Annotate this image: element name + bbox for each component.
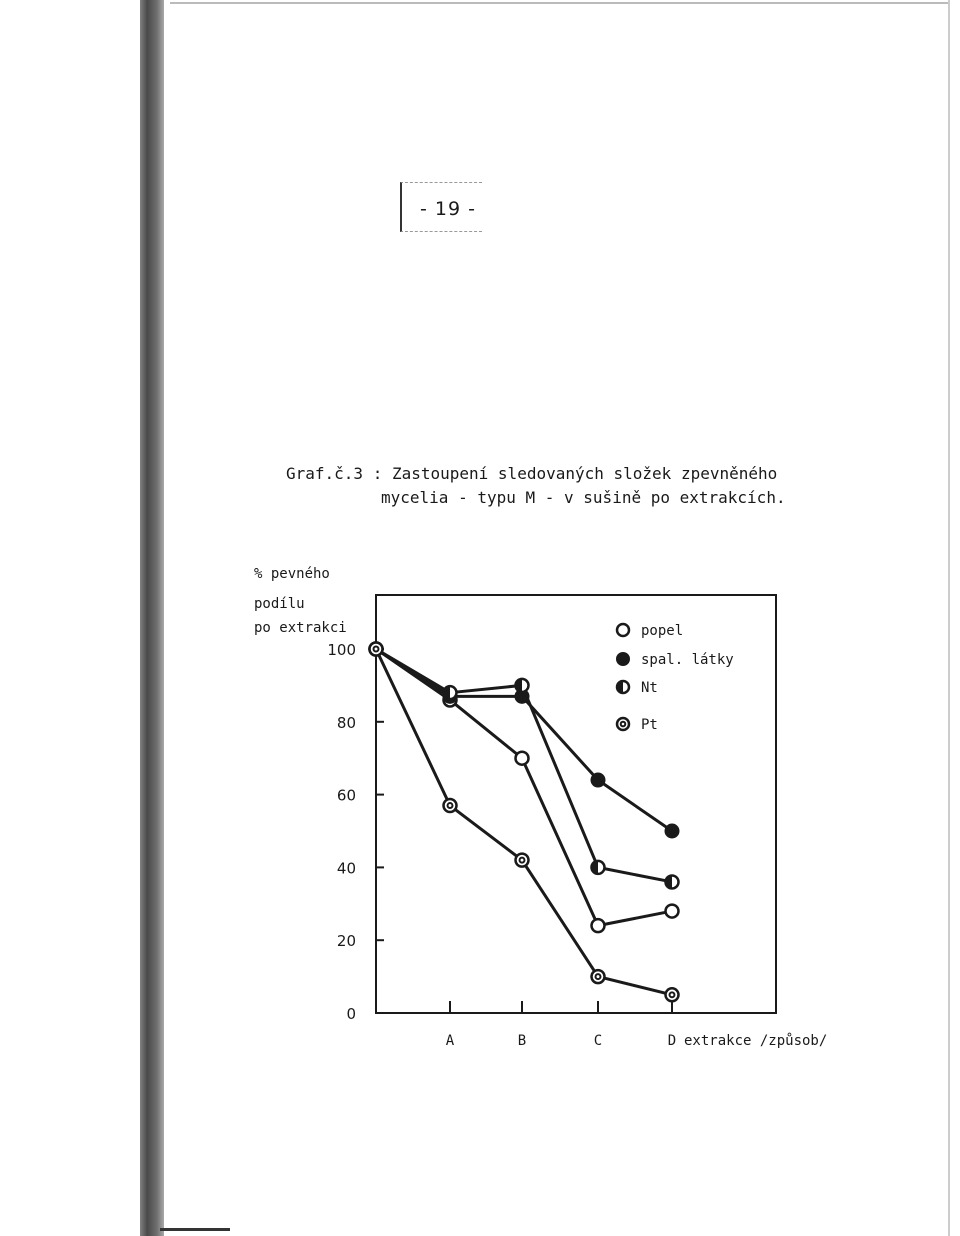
data-point-s3-3 <box>592 970 605 983</box>
legend-label-3: Pt <box>641 717 658 733</box>
legend-marker-0 <box>617 624 629 636</box>
data-point-s1-3 <box>592 774 605 787</box>
data-point-s1-4 <box>666 825 679 838</box>
y-tick-label-60: 60 <box>336 786 356 805</box>
legend-label-2: Nt <box>641 680 658 696</box>
data-point-s3-0 <box>370 643 383 656</box>
page-number: - 19 - <box>420 198 476 220</box>
data-point-s2-1 <box>444 686 457 699</box>
x-tick-label-A: A <box>445 1033 455 1049</box>
data-point-s3-1 <box>444 799 457 812</box>
legend-marker-1 <box>617 653 629 665</box>
legend-marker-2 <box>617 681 629 693</box>
y-tick-label-80: 80 <box>336 713 356 732</box>
legend-marker-3 <box>617 718 629 730</box>
data-point-s2-3 <box>592 861 605 874</box>
y-tick-label-20: 20 <box>336 932 356 951</box>
x-tick-label-D: D <box>667 1033 677 1049</box>
data-point-s3-2 <box>516 854 529 867</box>
data-point-s2-2 <box>516 679 529 692</box>
chart-caption-line-1: Graf.č.3 : Zastoupení sledovaných složek zpevněného <box>286 464 778 483</box>
x-tick-label-C: C <box>593 1033 603 1049</box>
data-point-s0-4 <box>666 905 679 918</box>
x-tick-label-B: B <box>517 1033 527 1049</box>
legend-label-0: popel <box>641 623 684 639</box>
data-point-s2-4 <box>666 875 679 888</box>
y-tick-label-0: 0 <box>346 1005 356 1023</box>
data-point-s0-3 <box>592 919 605 932</box>
y-axis-label-line-2: podílu <box>254 596 305 612</box>
y-axis-label-line-1: % pevného <box>254 566 330 582</box>
legend-label-1: spal. látky <box>641 652 734 668</box>
x-axis-label: extrakce /způsob/ <box>684 1033 828 1049</box>
data-point-s0-2 <box>516 752 529 765</box>
y-tick-label-40: 40 <box>336 859 356 878</box>
y-axis-label-line-3: po extrakci <box>254 620 347 636</box>
data-point-s3-4 <box>666 988 679 1001</box>
chart-caption-line-2: mycelia - typu M - v sušině po extrakcích. <box>381 488 786 507</box>
y-tick-label-100: 100 <box>327 641 356 659</box>
